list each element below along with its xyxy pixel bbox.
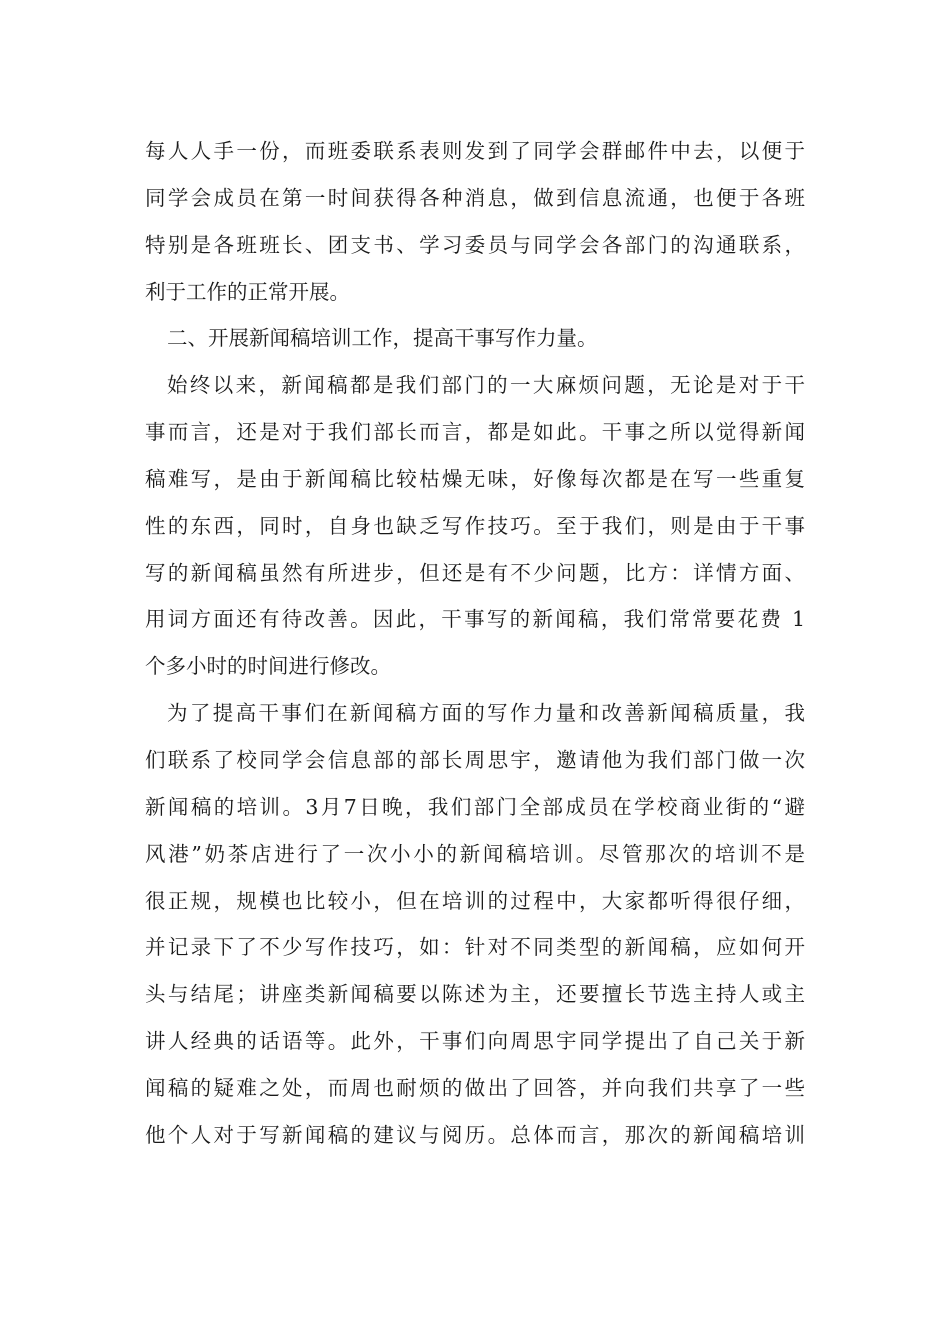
text-line: 很正规，规模也比较小，但在培训的过程中，大家都听得很仔细， [145,888,805,913]
text-line: 用词方面还有待改善。因此，干事写的新闻稿，我们常常要花费 1 [145,607,805,632]
text-line: 闻稿的疑难之处，而周也耐烦的做出了回答，并向我们共享了一些 [145,1075,805,1100]
text-line: 同学会成员在第一时间获得各种消息，做到信息流通，也便于各班 [145,185,805,210]
text-line: 事而言，还是对于我们部长而言，都是如此。干事之所以觉得新闻 [145,420,805,445]
text-line: 性的东西，同时，自身也缺乏写作技巧。至于我们，则是由于干事 [145,513,805,538]
text-line: 们联系了校同学会信息部的部长周思宇，邀请他为我们部门做一次 [145,747,805,772]
text-line: 写的新闻稿虽然有所进步，但还是有不少问题，比方：详情方面、 [145,560,805,585]
section-heading: 二、开展新闻稿培训工作，提高干事写作力量。 [167,326,598,351]
text-line: 利于工作的正常开展。 [145,279,350,304]
text-line: 始终以来，新闻稿都是我们部门的一大麻烦问题，无论是对于干 [167,373,805,398]
text-line: 特别是各班班长、团支书、学习委员与同学会各部门的沟通联系， [145,232,805,257]
text-line: 他个人对于写新闻稿的建议与阅历。总体而言，那次的新闻稿培训 [145,1122,805,1147]
text-line: 新闻稿的培训。3月7日晚，我们部门全部成员在学校商业街的“避 [145,794,805,819]
text-line: 每人人手一份，而班委联系表则发到了同学会群邮件中去，以便于 [145,139,805,163]
text-line: 稿难写，是由于新闻稿比较枯燥无味，好像每次都是在写一些重复 [145,466,805,491]
text-line: 风港”奶茶店进行了一次小小的新闻稿培训。尽管那次的培训不是 [145,841,805,866]
text-line: 头与结尾；讲座类新闻稿要以陈述为主，还要擅长节选主持人或主 [145,982,805,1007]
text-line: 讲人经典的话语等。此外，干事们向周思宇同学提出了自己关于新 [145,1029,805,1054]
text-line: 并记录下了不少写作技巧，如：针对不同类型的新闻稿，应如何开 [145,935,805,960]
text-line: 个多小时的时间进行修改。 [145,654,391,679]
text-line: 为了提高干事们在新闻稿方面的写作力量和改善新闻稿质量，我 [167,701,805,726]
body-text [145,128,805,1159]
